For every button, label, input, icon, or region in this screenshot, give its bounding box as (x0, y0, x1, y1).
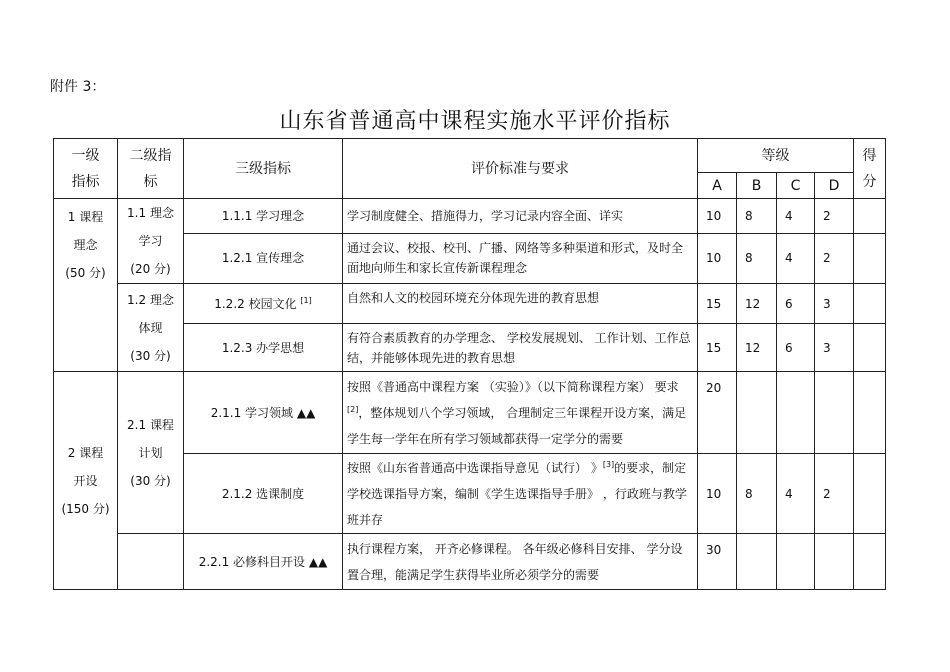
criteria-cell: 按照《普通高中课程方案 （实验）》（以下简称课程方案） 要求[2]，整体规划八个学习领域， 合理制定三年课程开设方案，满足学生每一学年在所有学习领域都获得一定学分的需要 (343, 372, 698, 454)
level2-cell: 1.2 理念 体现 (30 分) (118, 284, 184, 372)
level3-cell: 1.2.3 办学思想 (184, 324, 343, 372)
level3-cell: 1.2.2 校园文化 [1] (184, 284, 343, 324)
footnote-ref: [2] (347, 404, 359, 414)
header-grade: 等级 (698, 139, 854, 173)
grade-b: 8 (737, 233, 777, 283)
score-cell (854, 534, 886, 590)
grade-b: 8 (737, 454, 777, 534)
criteria-cell: 有符合素质教育的办学理念、 学校发展规划、 工作计划、工作总结，并能够体现先进的教育思想 (343, 324, 698, 372)
header-criteria: 评价标准与要求 (343, 139, 698, 199)
level1-cell: 1 课程 理念 (50 分) (54, 199, 118, 372)
grade-d: 2 (815, 199, 854, 234)
grade-a: 30 (698, 534, 737, 590)
grade-b: 12 (737, 324, 777, 372)
grade-a-header: A (698, 173, 737, 199)
grade-d: 2 (815, 233, 854, 283)
evaluation-table (53, 138, 886, 590)
grade-a: 10 (698, 199, 737, 234)
header-level2: 二级指 标 (118, 139, 184, 199)
grade-c: 4 (777, 233, 815, 283)
level3-cell: 2.1.2 选课制度 (184, 454, 343, 534)
criteria-cell: 学习制度健全、措施得力，学习记录内容全面、详实 (343, 199, 698, 234)
grade-c: 4 (777, 199, 815, 234)
grade-b (737, 534, 777, 590)
grade-a: 10 (698, 454, 737, 534)
footnote-ref: [1] (300, 295, 312, 305)
level3-cell: 1.1.1 学习理念 (184, 199, 343, 234)
grade-c (777, 372, 815, 454)
grade-d (815, 372, 854, 454)
criteria-cell: 通过会议、校报、校刊、广播、网络等多种渠道和形式，及时全面地向师生和家长宣传新课程理念 (343, 233, 698, 283)
footnote-ref: [3] (602, 459, 615, 469)
score-cell (854, 199, 886, 234)
score-cell (854, 284, 886, 324)
header-level3: 三级指标 (184, 139, 343, 199)
header-level1: 一级 指标 (54, 139, 118, 199)
level3-cell: 1.2.1 宣传理念 (184, 233, 343, 283)
grade-d-header: D (815, 173, 854, 199)
grade-c (777, 534, 815, 590)
header-row (54, 139, 886, 173)
grade-b: 12 (737, 284, 777, 324)
header-score: 得 分 (854, 139, 886, 199)
level2-cell: 2.1 课程 计划 (30 分) (118, 372, 184, 534)
grade-b (737, 372, 777, 454)
score-cell (854, 233, 886, 283)
grade-b: 8 (737, 199, 777, 234)
table-row (54, 534, 886, 590)
criteria-cell: 执行课程方案， 开齐必修课程。 各年级必修科目安排、 学分设置合理，能满足学生获得毕业所必须学分的需要 (343, 534, 698, 590)
grade-d: 3 (815, 284, 854, 324)
score-cell (854, 372, 886, 454)
table-row (54, 199, 886, 234)
table-row (54, 372, 886, 454)
level1-cell: 2 课程 开设 (150 分) (54, 372, 118, 590)
grade-d: 2 (815, 454, 854, 534)
grade-c-header: C (777, 173, 815, 199)
criteria-cell: 自然和人文的校园环境充分体现先进的教育思想 (343, 284, 698, 324)
grade-c: 6 (777, 284, 815, 324)
grade-a: 15 (698, 284, 737, 324)
grade-a: 10 (698, 233, 737, 283)
attachment-label: 附件 3： (50, 79, 106, 95)
grade-b-header: B (737, 173, 777, 199)
grade-a: 15 (698, 324, 737, 372)
level2-cell (118, 534, 184, 590)
level3-cell: 2.1.1 学习领域 ▲▲ (184, 372, 343, 454)
score-cell (854, 324, 886, 372)
grade-a: 20 (698, 372, 737, 454)
score-cell (854, 454, 886, 534)
grade-d: 3 (815, 324, 854, 372)
table-row (54, 284, 886, 324)
level2-cell: 1.1 理念 学习 (20 分) (118, 199, 184, 284)
criteria-cell: 按照《山东省普通高中选课指导意见（试行） 》[3]的要求，制定学校选课指导方案，编制《学生选课指导手册》 ，行政班与教学班并存 (343, 454, 698, 534)
level3-cell: 2.2.1 必修科目开设 ▲▲ (184, 534, 343, 590)
grade-c: 6 (777, 324, 815, 372)
grade-c: 4 (777, 454, 815, 534)
grade-d (815, 534, 854, 590)
page-title: 山东省普通高中课程实施水平评价指标 (279, 109, 671, 134)
